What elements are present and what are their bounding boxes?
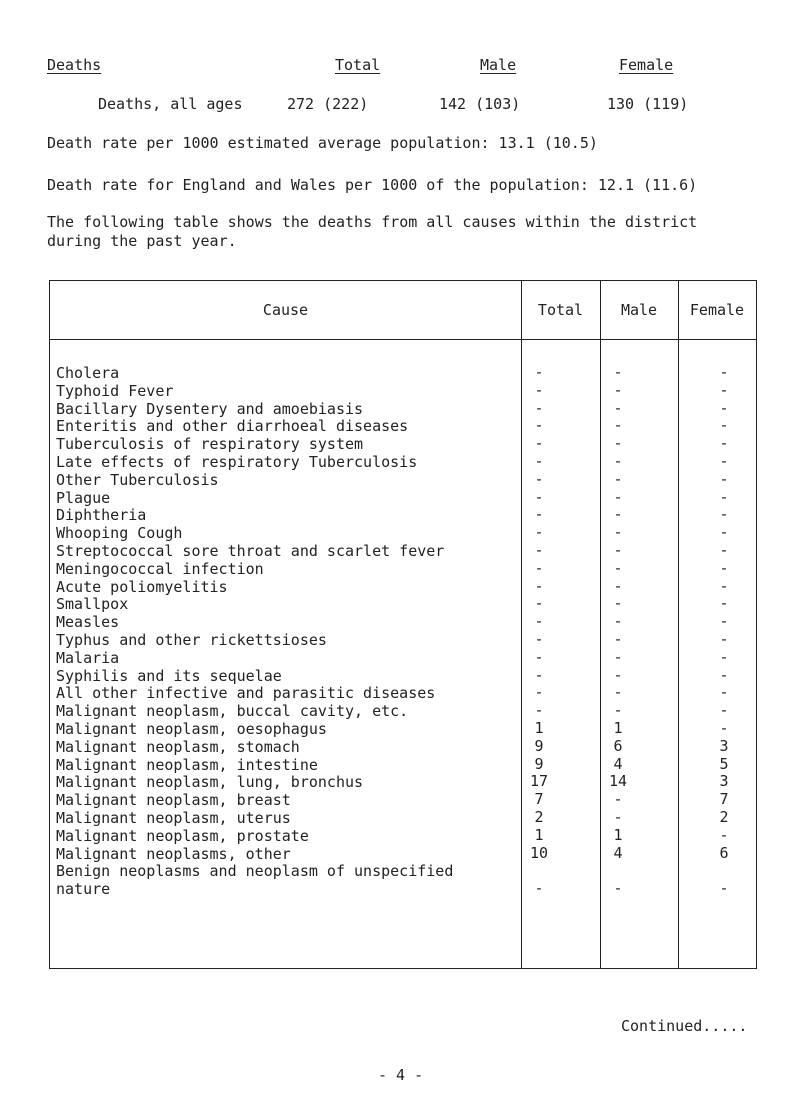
- table-row: [50, 560, 756, 578]
- cause-cell: Other Tuberculosis: [56, 470, 219, 489]
- total-cell: -: [534, 647, 544, 666]
- total-cell: 2: [534, 807, 544, 826]
- cause-cell: All other infective and parasitic diseases: [56, 684, 436, 703]
- female-column-header: Female: [689, 301, 745, 319]
- cause-cell: Streptococcal sore throat and scarlet fever: [56, 541, 445, 560]
- table-row: [50, 435, 756, 453]
- table-row: [50, 649, 756, 667]
- male-cell: -: [613, 790, 623, 809]
- total-cell: 1: [534, 825, 544, 844]
- male-heading: Male: [480, 56, 517, 74]
- male-cell: -: [613, 879, 623, 898]
- female-heading: Female: [619, 56, 674, 74]
- total-cell: -: [534, 523, 544, 542]
- table-row: [50, 720, 756, 738]
- male-cell: -: [613, 701, 623, 720]
- male-cell: -: [613, 629, 623, 648]
- intro-text-line2: during the past year.: [47, 232, 237, 250]
- total-cell: -: [534, 505, 544, 524]
- total-cell: 7: [534, 790, 544, 809]
- female-cell: 7: [719, 790, 729, 809]
- table-row: [50, 489, 756, 507]
- male-cell: -: [613, 505, 623, 524]
- male-cell: 14: [608, 772, 628, 791]
- female-cell: 5: [719, 754, 729, 773]
- female-cell: -: [719, 469, 729, 488]
- female-cell: -: [719, 451, 729, 470]
- cause-cell: Malignant neoplasm, buccal cavity, etc.: [56, 702, 409, 721]
- female-cell: 3: [719, 772, 729, 791]
- cause-cell: Cholera: [56, 364, 120, 382]
- table-row: [50, 417, 756, 435]
- male-cell: -: [613, 469, 623, 488]
- table-row: [50, 364, 756, 382]
- total-heading: Total: [335, 56, 381, 74]
- cause-cell: Malignant neoplasm, lung, bronchus: [56, 773, 364, 792]
- total-cell: 1: [534, 718, 544, 737]
- cause-cell: Malaria: [56, 648, 120, 667]
- male-cell: -: [613, 683, 623, 702]
- total-cell: -: [534, 416, 544, 435]
- cause-cell: Malignant neoplasm, stomach: [56, 737, 300, 756]
- table-row: [50, 862, 756, 898]
- deaths-heading: Deaths: [47, 56, 102, 74]
- total-cell: -: [534, 487, 544, 506]
- female-cell: -: [719, 523, 729, 542]
- cause-cell: Tuberculosis of respiratory system: [56, 435, 364, 454]
- male-cell: -: [613, 380, 623, 399]
- cause-cell: Malignant neoplasm, breast: [56, 791, 291, 810]
- male-cell: -: [613, 363, 623, 381]
- death-rate-text: Death rate per 1000 estimated average population: 13.1 (10.5): [47, 134, 598, 152]
- female-cell: 3: [719, 736, 729, 755]
- table-row: [50, 453, 756, 471]
- cause-cell: Syphilis and its sequelae: [56, 666, 282, 685]
- total-cell: -: [534, 451, 544, 470]
- cause-cell: Typhus and other rickettsioses: [56, 630, 327, 649]
- cause-cell: Malignant neoplasm, prostate: [56, 826, 309, 845]
- cause-cell: Malignant neoplasms, other: [56, 844, 291, 863]
- cause-cell: Late effects of respiratory Tuberculosis: [56, 452, 418, 471]
- cause-cell: Plague: [56, 488, 111, 507]
- total-cell: -: [534, 398, 544, 417]
- female-cell: -: [719, 363, 729, 381]
- cause-cell: Malignant neoplasm, oesophagus: [56, 719, 327, 738]
- total-cell: -: [534, 701, 544, 720]
- total-cell: -: [534, 879, 544, 898]
- female-cell: -: [719, 380, 729, 399]
- table-row: [50, 613, 756, 631]
- female-cell: -: [719, 701, 729, 720]
- male-cell: 1: [613, 825, 623, 844]
- cause-cell: Typhoid Fever: [56, 381, 174, 400]
- male-column-header: Male: [620, 301, 658, 319]
- total-cell: -: [534, 612, 544, 631]
- table-row: [50, 400, 756, 418]
- total-cell: -: [534, 363, 544, 381]
- male-cell: -: [613, 647, 623, 666]
- male-cell: -: [613, 558, 623, 577]
- female-cell: -: [719, 612, 729, 631]
- table-row: [50, 827, 756, 845]
- page-number: - 4 -: [378, 1066, 424, 1084]
- table-row: [50, 684, 756, 702]
- cause-cell: Whooping Cough: [56, 524, 183, 543]
- male-cell: -: [613, 451, 623, 470]
- male-cell: -: [613, 594, 623, 613]
- total-cell: 10: [529, 843, 549, 862]
- female-cell: -: [719, 825, 729, 844]
- table-row: [50, 845, 756, 863]
- male-cell: 4: [613, 754, 623, 773]
- female-cell: -: [719, 629, 729, 648]
- total-cell: 17: [529, 772, 549, 791]
- table-row: [50, 809, 756, 827]
- total-column-header: Total: [537, 301, 584, 319]
- cause-cell: Malignant neoplasm, uterus: [56, 808, 291, 827]
- female-cell: 2: [719, 807, 729, 826]
- male-cell: -: [613, 434, 623, 453]
- cause-column-header: Cause: [262, 301, 309, 319]
- national-rate-text: Death rate for England and Wales per 1000 of the population: 12.1 (11.6): [47, 176, 698, 194]
- table-row: [50, 382, 756, 400]
- male-cell: -: [613, 416, 623, 435]
- total-cell: 9: [534, 736, 544, 755]
- table-row: [50, 578, 756, 596]
- female-cell: -: [719, 683, 729, 702]
- total-cell: -: [534, 540, 544, 559]
- female-cell: -: [719, 398, 729, 417]
- table-row: [50, 631, 756, 649]
- total-cell: -: [534, 629, 544, 648]
- total-cell: -: [534, 558, 544, 577]
- female-cell: -: [719, 434, 729, 453]
- cause-cell: Benign neoplasms and neoplasm of unspecified nature: [56, 862, 454, 899]
- total-cell: -: [534, 594, 544, 613]
- table-row: [50, 667, 756, 685]
- cause-cell: Bacillary Dysentery and amoebiasis: [56, 399, 364, 418]
- male-cell: 6: [613, 736, 623, 755]
- table-row: [50, 738, 756, 756]
- cause-cell: Meningococcal infection: [56, 559, 264, 578]
- table-row: [50, 542, 756, 560]
- cause-cell: Smallpox: [56, 595, 129, 614]
- male-cell: -: [613, 398, 623, 417]
- table-body: [50, 364, 756, 898]
- total-cell: -: [534, 434, 544, 453]
- cause-cell: Acute poliomyelitis: [56, 577, 228, 596]
- all-ages-total: 272 (222): [287, 95, 369, 113]
- intro-text-line1: The following table shows the deaths from all causes within the district: [47, 213, 698, 231]
- table-row: [50, 756, 756, 774]
- cause-cell: Malignant neoplasm, intestine: [56, 755, 318, 774]
- all-ages-female: 130 (119): [607, 95, 689, 113]
- table-row: [50, 524, 756, 542]
- female-cell: -: [719, 718, 729, 737]
- table-row: [50, 791, 756, 809]
- female-cell: -: [719, 505, 729, 524]
- total-cell: -: [534, 380, 544, 399]
- table-row: [50, 471, 756, 489]
- male-cell: -: [613, 807, 623, 826]
- male-cell: 1: [613, 718, 623, 737]
- male-cell: -: [613, 523, 623, 542]
- total-cell: -: [534, 576, 544, 595]
- total-cell: -: [534, 469, 544, 488]
- female-cell: -: [719, 558, 729, 577]
- male-cell: -: [613, 540, 623, 559]
- female-cell: -: [719, 540, 729, 559]
- male-cell: -: [613, 665, 623, 684]
- male-cell: -: [613, 576, 623, 595]
- female-cell: -: [719, 487, 729, 506]
- female-cell: -: [719, 416, 729, 435]
- table-row: [50, 595, 756, 613]
- male-cell: -: [613, 487, 623, 506]
- total-cell: 9: [534, 754, 544, 773]
- cause-cell: Measles: [56, 613, 120, 632]
- total-cell: -: [534, 683, 544, 702]
- female-cell: -: [719, 665, 729, 684]
- causes-of-death-table: [49, 280, 757, 969]
- female-cell: -: [719, 594, 729, 613]
- all-ages-label: Deaths, all ages: [98, 95, 243, 113]
- total-cell: -: [534, 665, 544, 684]
- female-cell: -: [719, 879, 729, 898]
- male-cell: -: [613, 612, 623, 631]
- female-cell: -: [719, 576, 729, 595]
- continued-note: Continued.....: [621, 1017, 748, 1035]
- table-row: [50, 773, 756, 791]
- table-header-rule: [50, 339, 756, 340]
- table-row: [50, 506, 756, 524]
- all-ages-male: 142 (103): [439, 95, 521, 113]
- male-cell: 4: [613, 843, 623, 862]
- cause-cell: Diphtheria: [56, 506, 147, 525]
- table-row: [50, 702, 756, 720]
- female-cell: 6: [719, 843, 729, 862]
- female-cell: -: [719, 647, 729, 666]
- cause-cell: Enteritis and other diarrhoeal diseases: [56, 417, 409, 436]
